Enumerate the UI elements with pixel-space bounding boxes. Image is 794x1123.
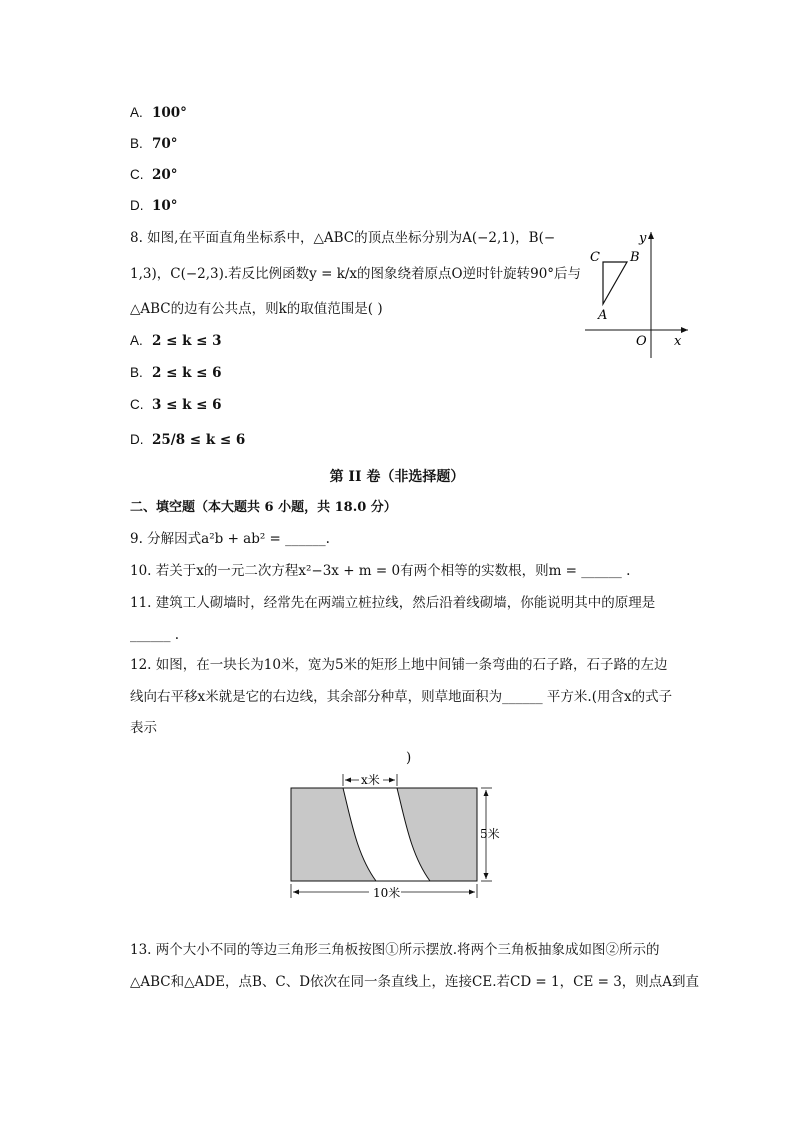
- question-13-line-2: △ABC和△ADE，点B、C、D依次在同一条直线上，连接CE.若CD = 1，CE = 3，则点A到直: [130, 974, 700, 990]
- option-value: 3 ≤ k ≤ 6: [152, 397, 222, 413]
- option-label: B.: [130, 136, 143, 151]
- q8-option-d: [130, 431, 245, 449]
- option-label: C.: [130, 397, 144, 412]
- option-label: A.: [130, 333, 143, 348]
- q8-option-b: [130, 364, 222, 382]
- option-c: [130, 166, 178, 184]
- option-label: D.: [130, 198, 144, 213]
- q8-coordinate-figure: [580, 226, 700, 366]
- option-label: C.: [130, 167, 144, 182]
- question-12-line-1: 12. 如图，在一块长为10米，宽为5米的矩形上地中间铺一条弯曲的石子路，石子路的左边: [130, 657, 668, 673]
- option-label: D.: [130, 432, 144, 447]
- question-12-paren: ): [406, 750, 412, 766]
- question-12-line-2: 线向右平移x米就是它的右边线，其余部分种草，则草地面积为______ 平方米.(用含x的式子: [130, 689, 673, 705]
- question-13-line-1: 13. 两个大小不同的等边三角形三角板按图①所示摆放.将两个三角板抽象成如图②所示的: [130, 942, 660, 958]
- y-axis-label: y: [639, 231, 647, 246]
- x-axis-label: x: [674, 334, 682, 349]
- question-12-line-3: 表示: [130, 720, 157, 736]
- question-11-line-2: ______ .: [130, 627, 180, 643]
- option-value: 2 ≤ k ≤ 6: [152, 365, 222, 381]
- section-title: 第 II 卷（非选择题）: [329, 469, 465, 485]
- q8-option-a: [130, 332, 222, 350]
- option-label: A.: [130, 105, 143, 120]
- option-value: 25/8 ≤ k ≤ 6: [152, 432, 246, 448]
- option-a: [130, 104, 187, 122]
- q8-option-c: [130, 396, 222, 414]
- option-label: B.: [130, 365, 143, 380]
- option-value: 70°: [152, 136, 178, 152]
- q8-line-1: 8. 如图,在平面直角坐标系中，△ABC的顶点坐标分别为A(−2,1)，B(−: [130, 230, 556, 246]
- option-value: 20°: [152, 167, 178, 183]
- question-9: 9. 分解因式a²b + ab² = ______.: [130, 531, 330, 547]
- point-b-label: B: [630, 250, 640, 265]
- section-subtitle: 二、填空题（本大题共 6 小题，共 18.0 分）: [130, 500, 397, 515]
- q12-rectangle-figure: [285, 770, 515, 905]
- height-label: 5米: [480, 827, 500, 841]
- path-width-label: x米: [361, 773, 380, 787]
- length-label: 10米: [373, 886, 401, 900]
- option-d: [130, 197, 178, 215]
- triangle-abc: [603, 262, 627, 304]
- question-10: 10. 若关于x的一元二次方程x²−3x + m = 0有两个相等的实数根，则m = ______ .: [130, 563, 631, 579]
- point-a-label: A: [598, 308, 608, 323]
- q8-line-2: 1,3)，C(−2,3).若反比例函数y = k/x的图象绕着原点O逆时针旋转90°后与: [130, 266, 582, 282]
- option-value: 100°: [152, 105, 187, 121]
- origin-label: O: [636, 334, 647, 349]
- option-value: 10°: [152, 198, 178, 214]
- option-value: 2 ≤ k ≤ 3: [152, 333, 222, 349]
- option-b: [130, 135, 178, 153]
- q8-line-3: △ABC的边有公共点，则k的取值范围是( ): [130, 301, 383, 317]
- point-c-label: C: [590, 250, 600, 265]
- question-11-line-1: 11. 建筑工人砌墙时，经常先在两端立桩拉线，然后沿着线砌墙，你能说明其中的原理是: [130, 595, 656, 611]
